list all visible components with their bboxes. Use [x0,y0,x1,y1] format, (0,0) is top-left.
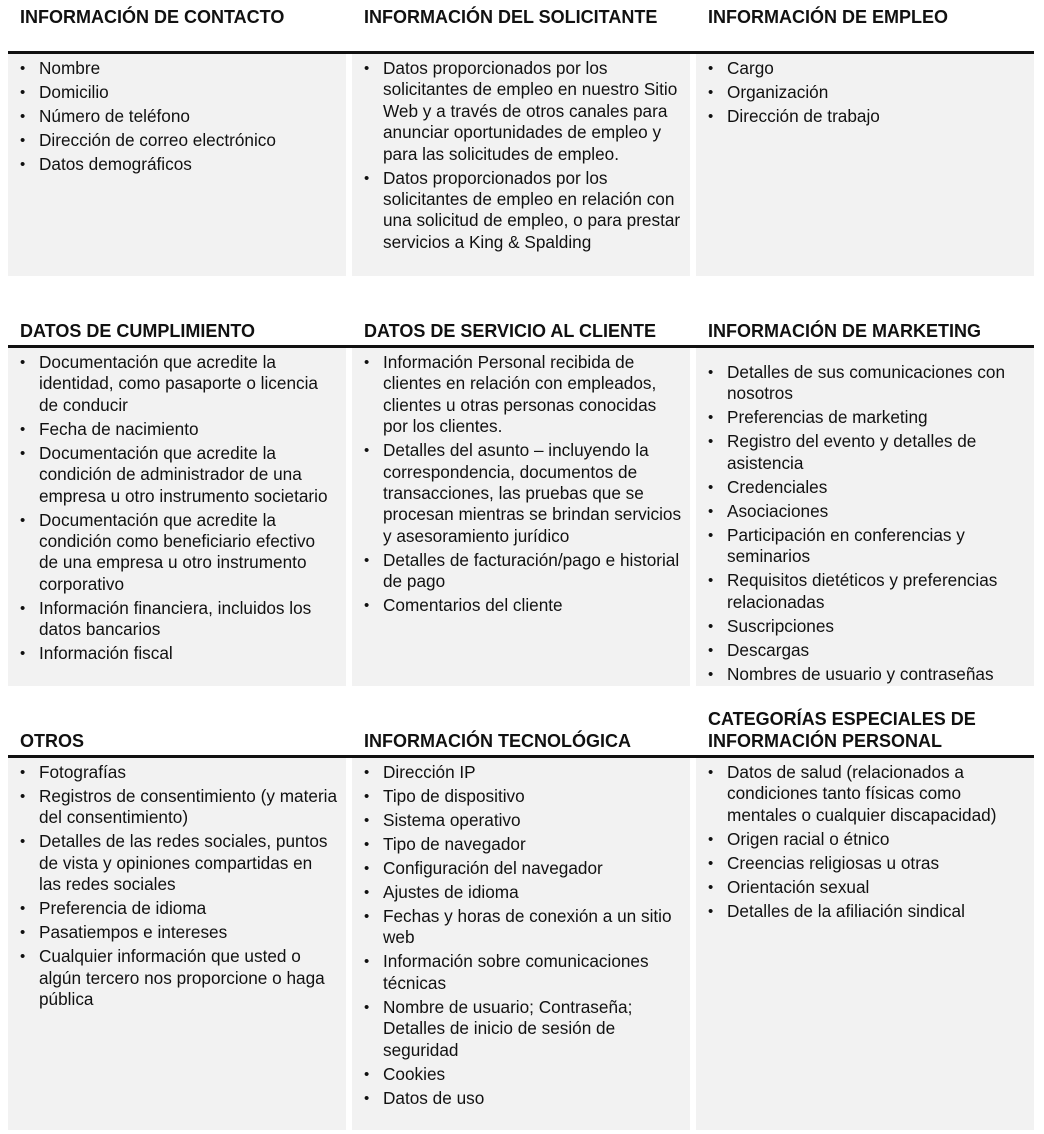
section-body [696,54,1034,276]
list-item: • Fecha de nacimiento [20,419,338,440]
list-item: • Preferencias de marketing [708,407,1026,428]
item-list [20,58,338,175]
list-item: • Comentarios del cliente [364,595,682,616]
item-list [708,58,1026,127]
item-list [708,362,1026,685]
section-body [696,758,1034,1130]
list-item: • Domicilio [20,82,338,103]
list-item: • Cargo [708,58,1026,79]
item-list [364,58,682,253]
item-list [364,352,682,617]
section-body [352,758,690,1130]
section-body [8,348,346,686]
list-item: • Información Personal recibida de clientes en relación con empleados, clientes u otras personas conocidas por los clientes. [364,352,682,438]
section-contact [8,0,346,276]
list-item: • Cookies [364,1064,682,1085]
list-item: • Nombre de usuario; Contraseña; Detalles de inicio de sesión de seguridad [364,997,682,1061]
item-list [708,762,1026,922]
list-item: • Participación en conferencias y seminarios [708,525,1026,568]
list-item: • Tipo de navegador [364,834,682,855]
section-client-service [352,298,690,686]
list-item: • Datos de uso [364,1088,682,1109]
section-title: INFORMACIÓN DE EMPLEO [708,7,949,27]
list-item: • Documentación que acredite la condición como beneficiario efectivo de una empresa u otro instrumento corporativo [20,510,338,596]
list-item: • Información fiscal [20,643,338,664]
list-item: • Fechas y horas de conexión a un sitio web [364,906,682,949]
section-body [352,348,690,686]
list-item: • Número de teléfono [20,106,338,127]
section-title: OTROS [20,731,85,751]
list-item: • Datos proporcionados por los solicitantes de empleo en relación con una solicitud de empleo, o para prestar servicios a King & Spalding [364,168,682,254]
section-title: INFORMACIÓN DE MARKETING [708,321,981,341]
section-technology [352,708,690,1130]
list-item: • Nombre [20,58,338,79]
list-item: • Fotografías [20,762,338,783]
list-item: • Credenciales [708,477,1026,498]
item-list [20,352,338,665]
item-list [20,762,338,1010]
list-item: • Registros de consentimiento (y materia del consentimiento) [20,786,338,829]
list-item: • Información financiera, incluidos los datos bancarios [20,598,338,641]
list-item: • Datos demográficos [20,154,338,175]
section-title: CATEGORÍAS ESPECIALES DE INFORMACIÓN PERSONAL [708,709,976,751]
list-item: • Preferencia de idioma [20,898,338,919]
list-item: • Registro del evento y detalles de asistencia [708,431,1026,474]
list-item: • Detalles del asunto – incluyendo la correspondencia, documentos de transacciones, las pruebas que se procesan mientras se brindan servicios y asesoramiento jurídico [364,440,682,547]
list-item: • Origen racial o étnico [708,829,1026,850]
section-title: INFORMACIÓN DEL SOLICITANTE [364,7,658,27]
list-item: • Nombres de usuario y contraseñas [708,664,1026,685]
section-body [8,758,346,1130]
list-item: • Detalles de las redes sociales, puntos de vista y opiniones compartidas en las redes sociales [20,831,338,895]
list-item: • Datos de salud (relacionados a condiciones tanto físicas como mentales o cualquier discapacidad) [708,762,1026,826]
list-item: • Organización [708,82,1026,103]
list-item: • Sistema operativo [364,810,682,831]
section-title: DATOS DE CUMPLIMIENTO [20,321,256,341]
list-item: • Cualquier información que usted o algún tercero nos proporcione o haga pública [20,946,338,1010]
section-title: DATOS DE SERVICIO AL CLIENTE [364,321,657,341]
list-item: • Creencias religiosas u otras [708,853,1026,874]
section-others [8,708,346,1130]
list-item: • Dirección de trabajo [708,106,1026,127]
table-band-1 [8,0,1034,276]
list-item: • Descargas [708,640,1026,661]
table-band-3 [8,708,1034,1130]
list-item: • Dirección de correo electrónico [20,130,338,151]
section-special-categories [696,708,1034,1130]
data-categories-table [8,0,1034,1130]
list-item: • Orientación sexual [708,877,1026,898]
list-item: • Pasatiempos e intereses [20,922,338,943]
list-item: • Detalles de facturación/pago e historial de pago [364,550,682,593]
list-item: • Suscripciones [708,616,1026,637]
list-item: • Detalles de sus comunicaciones con nosotros [708,362,1026,405]
list-item: • Información sobre comunicaciones técnicas [364,951,682,994]
list-item: • Asociaciones [708,501,1026,522]
section-marketing [696,298,1034,686]
list-item: • Requisitos dietéticos y preferencias relacionadas [708,570,1026,613]
list-item: • Documentación que acredite la identidad, como pasaporte o licencia de conducir [20,352,338,416]
section-employment [696,0,1034,276]
list-item: • Datos proporcionados por los solicitantes de empleo en nuestro Sitio Web y a través de otros canales para anunciar oportunidades de empleo y para las solicitudes de empleo. [364,58,682,165]
list-item: • Dirección IP [364,762,682,783]
item-list [364,762,682,1109]
list-item: • Tipo de dispositivo [364,786,682,807]
section-title: INFORMACIÓN TECNOLÓGICA [364,731,631,751]
section-body [696,348,1034,686]
section-compliance [8,298,346,686]
table-band-2 [8,298,1034,686]
list-item: • Detalles de la afiliación sindical [708,901,1026,922]
section-applicant [352,0,690,276]
section-title: INFORMACIÓN DE CONTACTO [20,7,285,27]
section-body [8,54,346,276]
list-item: • Ajustes de idioma [364,882,682,903]
list-item: • Configuración del navegador [364,858,682,879]
list-item: • Documentación que acredite la condición de administrador de una empresa u otro instrumento societario [20,443,338,507]
section-body [352,54,690,276]
